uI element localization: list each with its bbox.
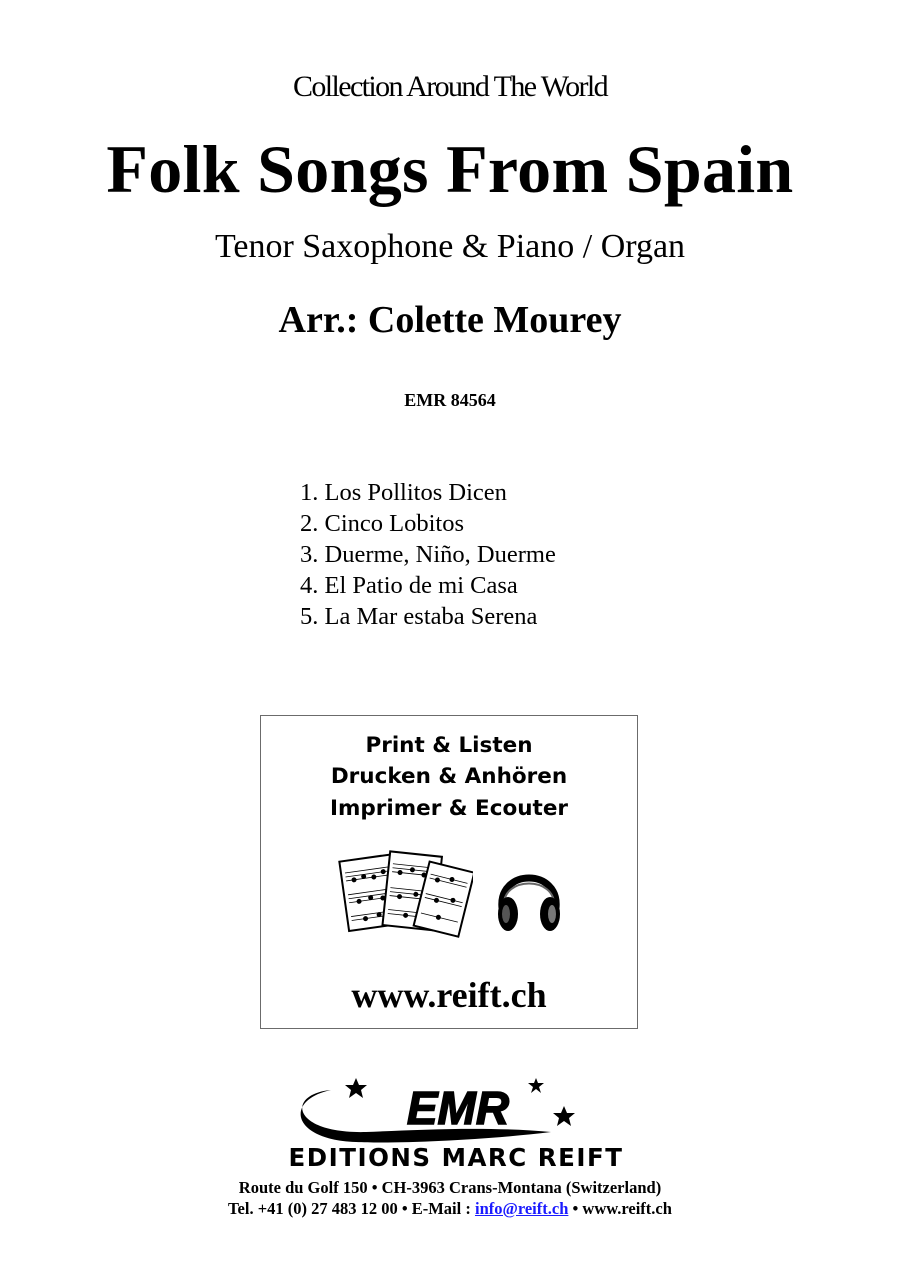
headphones-icon — [494, 858, 564, 938]
page-title: Folk Songs From Spain — [106, 131, 794, 207]
website-url: www.reift.ch — [351, 975, 547, 1015]
catalog-number: EMR 84564 — [404, 390, 496, 410]
collection-title: Collection Around The World — [292, 70, 608, 103]
publisher-contact — [0, 1199, 900, 1219]
print-listen-de: Drucken & Anhören — [330, 764, 568, 789]
email-link[interactable]: info@reift.ch — [474, 1199, 569, 1218]
list-item: 2. Cinco Lobitos — [300, 510, 465, 537]
print-listen-fr: Imprimer & Ecouter — [329, 796, 569, 821]
instrumentation: Tenor Saxophone & Piano / Organ — [214, 228, 686, 265]
list-item: 4. El Patio de mi Casa — [300, 572, 518, 599]
print-listen-box — [260, 715, 638, 1029]
song-list — [300, 477, 556, 632]
list-item: 1. Los Pollitos Dicen — [300, 479, 507, 506]
emr-logo — [236, 1072, 676, 1170]
publisher-name: EDITIONS MARC REIFT — [288, 1143, 624, 1170]
contact-phone: Tel. +41 (0) 27 483 12 00 • E-Mail : — [228, 1199, 475, 1218]
contact-website: • www.reift.ch — [568, 1199, 672, 1218]
arranger: Arr.: Colette Mourey — [278, 299, 622, 341]
sheet-music-icon — [338, 848, 473, 943]
print-listen-en: Print & Listen — [365, 733, 533, 758]
publisher-address: Route du Golf 150 • CH-3963 Crans-Montana (Switzerland) — [238, 1178, 662, 1197]
list-item: 3. Duerme, Niño, Duerme — [300, 541, 556, 568]
list-item: 5. La Mar estaba Serena — [300, 603, 538, 630]
logo-text: EMR — [406, 1082, 510, 1134]
